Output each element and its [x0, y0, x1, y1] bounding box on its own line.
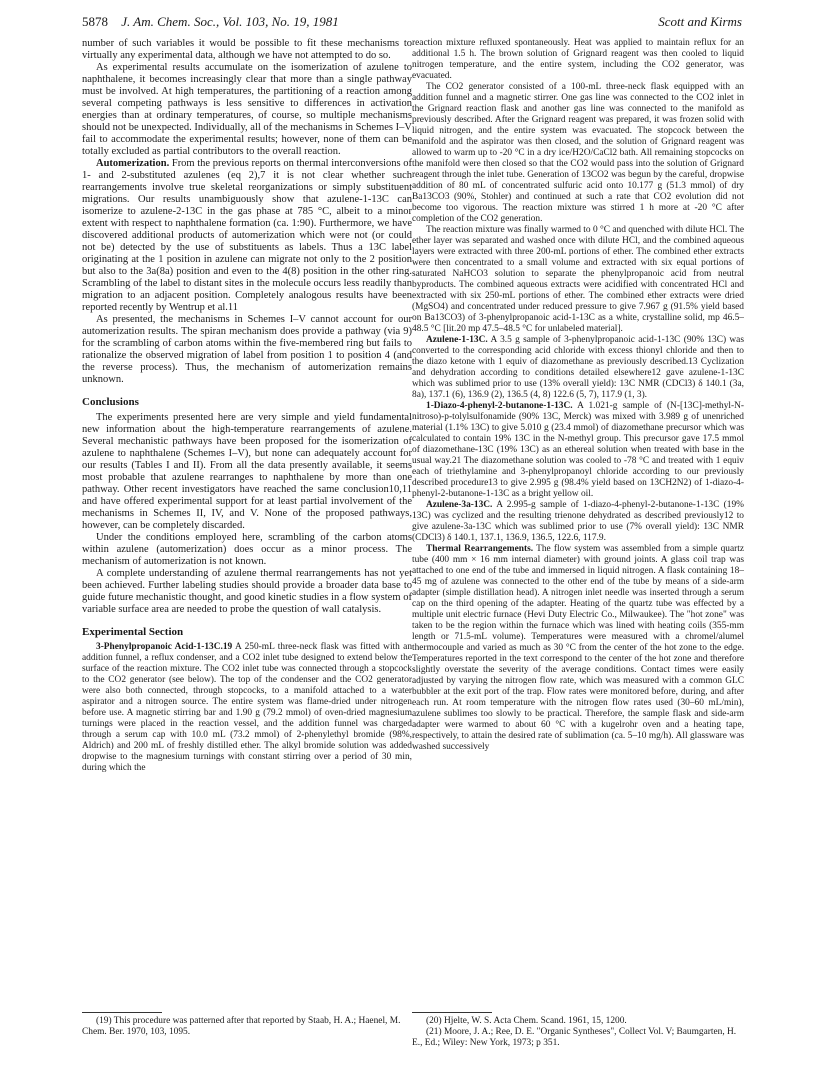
footnote-19: (19) This procedure was patterned after that reported by Staab, H. A.; Haenel, M. Chem. Ber. 1970, 103, 1095.: [82, 1016, 401, 1037]
paragraph-text: A 3.5 g sample of 3-phenylpropanoic acid-1-13C (90% 13C) was converted to the corresponding acid chloride with excess thionyl chloride and then to the diazo ketone with 1 equiv of diazomethane as previously described.13 Cyclization and dehydration according to conditions detailed elsewhere12 gave azulene-1-13C which was sublimed prior to use (13% overall yield): 13C NMR (CDCl3) δ 140.1 (3a, 8a), 137.1 (6), 136.9 (2), 136.5 (4, 8) 122.6 (5, 7), 117.9 (1, 3).: [412, 335, 744, 400]
footnotes-right: [412, 1016, 744, 1049]
run-in-heading: Thermal Rearrangements.: [426, 544, 534, 554]
section-heading-experimental: Experimental Section: [82, 626, 184, 638]
right-column: [412, 38, 744, 753]
left-column: [82, 38, 412, 774]
page-header: [82, 14, 742, 32]
paragraph: The reaction mixture was finally warmed to 0 °C and quenched with dilute HCl. The ether layer was separated and washed once with dilute HCl, and the combined aqueous layers were extracted with three 200-mL portions of ether. The combined ether extracts were then concentrated to a small volume and extracted with six equal portions of saturated NaHCO3 solution to separate the phenylpropanoic acid from neutral byproducts. The combined aqueous extracts were acidified with concentrated HCl and extracted with six 250-mL portions of ether. The combined ether extracts were dried (MgSO4) and concentrated under reduced pressure to give 7.967 g (91.5% yield based on Ba13CO3) of 3-phenylpropanoic acid-1-13C as a white, crystalline solid, mp 46.5–48.5 °C [lit.20 mp 47.5–48.5 °C for unlabeled material].: [412, 225, 744, 334]
header-authors: Scott and Kirms: [658, 14, 742, 29]
run-in-heading: Azulene-1-13C.: [426, 335, 488, 345]
paragraph: Under the conditions employed here, scrambling of the carbon atoms within azulene (automerization) does occur as a minor process. The mechanism of automerization is not known.: [82, 532, 412, 567]
section-heading-conclusions: Conclusions: [82, 396, 139, 408]
footnotes-left: [82, 1016, 412, 1038]
header-left: [82, 14, 339, 30]
footnote-rule: [412, 1012, 492, 1013]
run-in-heading: Azulene-3a-13C.: [426, 500, 493, 510]
paragraph-azulene-3a: [412, 500, 744, 544]
paragraph-text: A 1.021-g sample of (N-[13C]-methyl-N-nitroso)-p-tolylsulfonamide (90% 13C, Merck) was mixed with 3.989 g of unenriched material (1.1% 13C) to give 5.010 g (23.4 mmol) of diazomethane precursor which was calculated to contain 19% 13C in the N-methyl group. This precursor gave 17.5 mmol of diazomethane-13C (19% 13C) as an ethereal solution when treated with base in the usual way.21 The diazomethane solution was cooled to -78 °C and treated with 1 equiv each of triethylamine and 3-phenylpropanoyl chloride according to our previously described procedure13 to give 2.995 g (98.4% yield based on 13CH2N2) of 1-diazo-4-phenyl-2-butanone-1-13C as a bright yellow oil.: [412, 401, 744, 499]
paragraph-text: The flow system was assembled from a simple quartz tube (400 mm × 16 mm internal diameter) with ground joints. A glass coil trap was attached to one end of the tube and immersed in liquid nitrogen. A flask containing 18–45 mg of azulene was connected to the other end of the tube by means of a side-arm adapter (simple distillation head). A nitrogen inlet needle was inserted through a serum cap on the third opening of the adapter. Heating of the quartz tube was effected by a multiple unit electric furnace (Hevi Duty Electric Co., Milwaukee). The "hot zone" was taken to be the region within the furnace which was lined with heating coils (355-mm length or 71.5-mL volume). Temperatures were measured with a chromel/alumel thermocouple and varied as much as 30 °C from the center of the hot zone to the edge. Temperatures reported in the text correspond to the center of the hot zone and therefore slightly overstate the severity of the average conditions. Contact times were easily adjusted by varying the nitrogen flow rate, which was measured with a common GLC bubbler at the exit port of the trap. Flow rates were monitored before, during, and after each run. At room temperature with the nitrogen flow rates used (30–60 mL/min), azulene sublimes too slowly to be practical. Therefore, the sample flask and side-arm adapter were warmed to about 60 °C with a kugelrohr oven and a heating tape, respectively, to attain the desired rate of sublimation (ca. 5–10 mg/h). All glassware was washed successively: [412, 544, 744, 752]
footnote-rule: [82, 1012, 162, 1013]
page-number: 5878: [82, 14, 108, 29]
footnote-20: (20) Hjelte, W. S. Acta Chem. Scand. 1961, 15, 1200.: [426, 1016, 627, 1026]
run-in-heading: 1-Diazo-4-phenyl-2-butanone-1-13C.: [426, 401, 573, 411]
paragraph-diazo: [412, 401, 744, 500]
paragraph-text: A 250-mL three-neck flask was fitted with an addition funnel, a reflux condenser, and a CO2 inlet tube designed to extend below the surface of the reaction mixture. The CO2 inlet tube was connected through a stopcock to the CO2 generator (see below). The top of the condenser and the CO2 generator were also both connected, through stopcocks, to a manifold attached to a water aspirator and a nitrogen source. The entire system was flame-dried under nitrogen before use. A magnetic stirring bar and 1.90 g (79.2 mmol) of oven-dried magnesium turnings were placed in the reaction vessel, and the addition funnel was charged through a serum cap with 10.0 mL (73.2 mmol) of 2-phenylethyl bromide (98%, Aldrich) and 200 mL of freshly distilled ether. The alkyl bromide solution was added dropwise to the magnesium turnings with constant stirring over a period of 30 min, during which the: [82, 642, 413, 773]
run-in-heading: Automerization.: [96, 158, 170, 169]
paragraph: As presented, the mechanisms in Schemes I–V cannot account for our automerization results. The spiran mechanism does provide a pathway (via 9) for the scrambling of carbon atoms within the five-membered ring but fails to rationalize the observed migration of label from position 1 to position 4 (and the reverse process). Thus, the mechanism of automerization remains unknown.: [82, 314, 412, 385]
footnote-21: (21) Moore, J. A.; Ree, D. E. "Organic Syntheses", Collect Vol. V; Baumgarten, H. E., Ed.; Wiley: New York, 1973; p 351.: [412, 1027, 737, 1048]
paragraph: The experiments presented here are very simple and yield fundamental new information about the high-temperature rearrangements of azulene. Several mechanistic pathways have been proposed for the isomerization of azulene to naphthalene (Schemes I–V), but none can adequately account for our results (Tables I and II). From all the data presently available, it seems most probable that azulene rearranges to naphthalene by more than one pathway. Other recent investigators have reached the same conclusion10,11 and have offered experimental support for at least partial involvement of the mechanisms in Schemes II, IV, and V. None of the proposed pathways, however, can be completely discarded.: [82, 412, 412, 531]
paragraph: As experimental results accumulate on the isomerization of azulene to naphthalene, it becomes increasingly clear that more than a single pathway must be involved. At high temperatures, the partitioning of a reaction among several competing pathways is less sensitive to differences in activation energies than at ordinary temperatures, of course, so multiple mechanisms should not be unexpected. Individually, all of the mechanisms in Schemes I–V fail to accommodate the experimental results; however, none of them can be totally excluded as partial contributors to the overall reaction.: [82, 62, 412, 157]
paragraph-automerization: [82, 158, 412, 314]
paragraph-text: A 2.995-g sample of 1-diazo-4-phenyl-2-butanone-1-13C (19% 13C) was cyclized and the resulting trienone dehydrated as described previously12 to give azulene-3a-13C which was sublimed prior to use (7% overall yield): 13C NMR (CDCl3) δ 140.1, 137.1, 136.9, 136.5, 122.6, 117.9.: [412, 500, 744, 543]
paragraph-text: From the previous reports on thermal interconversions of 1- and 2-substituted azulenes (eq 2),7 it is not clear whether such rearrangements involve true skeletal reorganizations or simply substituent migrations. Our results unambiguously show that azulene-1-13C can isomerize to azulene-2-13C in the gas phase at 785 °C, albeit to a minor extent with respect to naphthalene formation (ca. 1:90). Furthermore, we have discovered additional products of automerization which were not (or could not be) detected by the use of substituents as labels. Thus a 13C label originating at the 1 position in azulene can migrate not only to the 2 position but also to the 3a(8a) position and even to the 4(8) position in the other ring. Scrambling of the label to distant sites in the molecule occurs less readily than migration to an adjacent position. Completely analogous results have been reported recently by Wentrup et al.11: [82, 158, 412, 313]
journal-citation: J. Am. Chem. Soc., Vol. 103, No. 19, 1981: [121, 14, 339, 29]
paragraph: A complete understanding of azulene thermal rearrangements has not yet been achieved. Further labeling studies should provide a broader data base to guide future mechanistic thought, and good kinetic studies in a flow system of variable surface area are needed to probe the question of wall catalysis.: [82, 568, 412, 615]
paragraph-thermal: [412, 544, 744, 753]
paragraph: reaction mixture refluxed spontaneously. Heat was applied to maintain reflux for an additional 1.5 h. The brown solution of Grignard reagent was then cooled to liquid nitrogen temperature, and the entire system, including the CO2 generator, was evacuated.: [412, 38, 744, 81]
paragraph-procedure: [82, 642, 412, 774]
paragraph: number of such variables it would be possible to fit these mechanisms to virtually any experimental data, although we have not attempted to do so.: [82, 38, 412, 61]
paragraph: The CO2 generator consisted of a 100-mL three-neck flask equipped with an addition funnel and a magnetic stirrer. One gas line was connected to the CO2 inlet in the Grignard reaction flask and another gas line was connected to the manifold as previously described. After the Grignard reagent was prepared, it was frozen solid with liquid nitrogen, and the entire system was evacuated. The stopcock between the manifold and the aspirator was then closed, and the solution of Grignard reagent was allowed to warm up to -20 °C in a dry ice/H2O/CaCl2 bath. All remaining stopcocks on the manifold were then closed so that the CO2 would pass into the solution of Grignard reagent through the inlet tube. Generation of 13CO2 was begun by the careful, dropwise addition of 80 mL of concentrated sulfuric acid onto 10.177 g (51.3 mmol) of dry Ba13CO3 (90%, Stohler) and continued at such a rate that CO2 evolution did not become too vigorous. The reaction mixture was stirred 1 h more at -20 °C after completion of the CO2 generation.: [412, 82, 744, 224]
run-in-heading: 3-Phenylpropanoic Acid-1-13C.19: [96, 642, 233, 652]
paragraph-azulene-1: [412, 335, 744, 401]
